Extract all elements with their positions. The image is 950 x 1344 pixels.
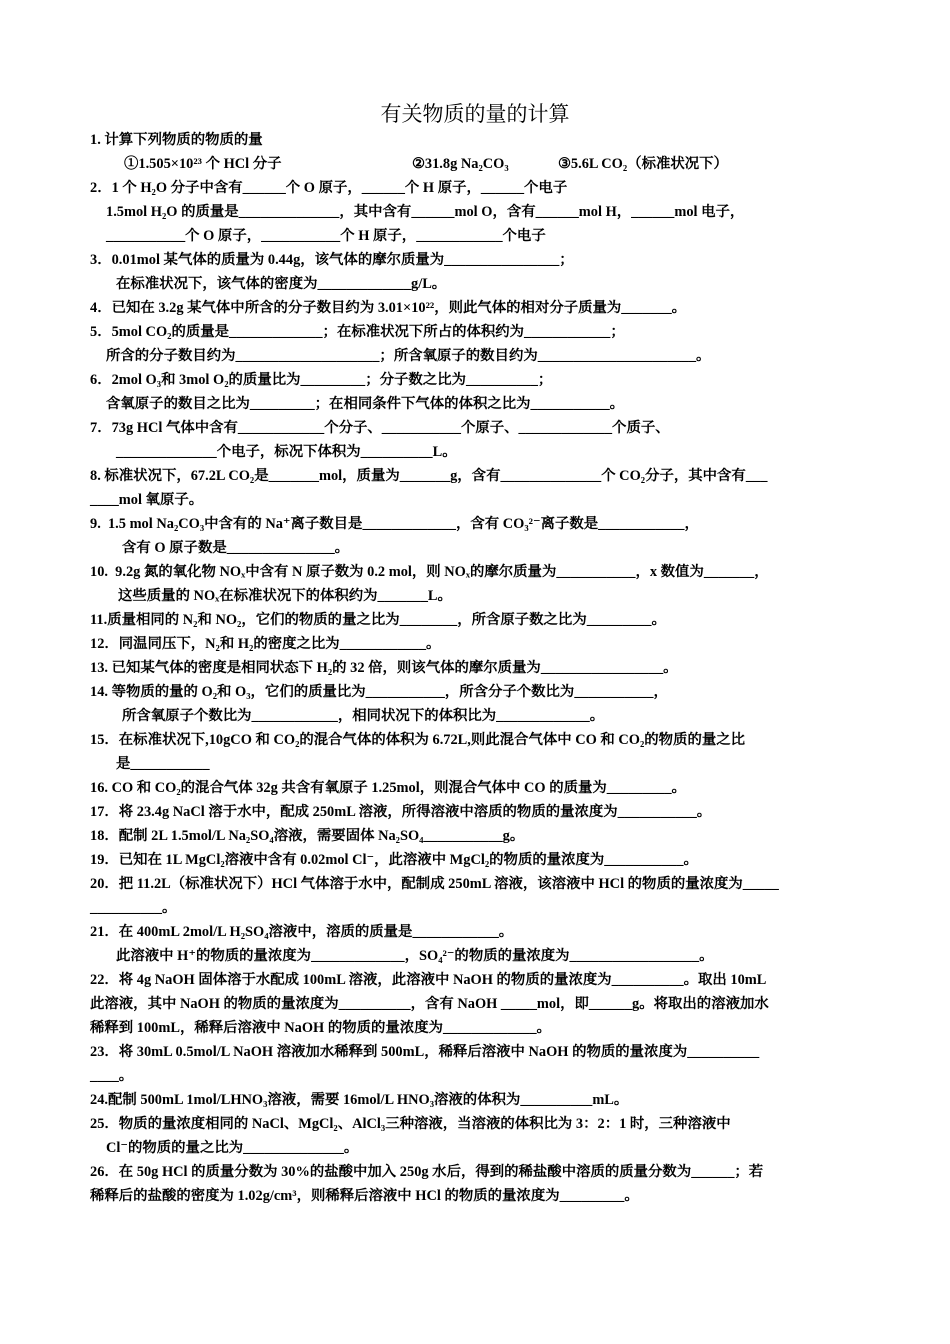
question-line: 此溶液，其中 NaOH 的物质的量浓度为__________，含有 NaOH _____mol，即______g。将取出的溶液加水	[90, 996, 769, 1012]
question-line: 25．物质的量浓度相同的 NaCl、MgCl₂、AlCl₃三种溶液，当溶液的体积比为 3：2：1 时，三种溶液中	[90, 1116, 731, 1132]
question-line: ______________个电子，标况下体积为__________L。	[116, 444, 457, 460]
question-line: 26．在 50g HCl 的质量分数为 30%的盐酸中加入 250g 水后，得到的稀盐酸中溶质的质量分数为______；若	[90, 1164, 764, 1180]
question-line: 21．在 400mL 2mol/L H₂SO₄溶液中，溶质的质量是____________。	[90, 924, 514, 940]
question-line: 22．将 4g NaOH 固体溶于水配成 100mL 溶液，此溶液中 NaOH 的物质的量浓度为__________。取出 10mL	[90, 972, 767, 988]
question-line: 6．2mol O₃和 3mol O₂的质量比为_________；分子数之比为__________；	[90, 372, 553, 388]
question-line: ③5.6L CO₂（标准状况下）	[558, 156, 728, 172]
question-line: 5．5mol CO₂的质量是_____________；在标准状况下所占的体积约为____________；	[90, 324, 625, 340]
question-line: 在标准状况下，该气体的密度为_____________g/L。	[116, 276, 447, 292]
question-line: 12．同温同压下，N₂和 H₂的密度之比为____________。	[90, 636, 441, 652]
question-line: ①1.505×10²³ 个 HCl 分子	[124, 156, 282, 172]
question-line: 所含氧原子个数比为____________，相同状况下的体积比为_____________。	[122, 708, 605, 724]
question-line: 9. 1.5 mol Na₂CO₃中含有的 Na⁺离子数目是_____________，含有 CO₃²⁻离子数是____________，	[90, 516, 699, 532]
question-line: 4．已知在 3.2g 某气体中所含的分子数目约为 3.01×10²²，则此气体的相对分子质量为_______。	[90, 300, 687, 316]
question-line: 15．在标准状况下,10gCO 和 CO₂的混合气体的体积为 6.72L,则此混合气体中 CO 和 CO₂的物质的量之比	[90, 732, 746, 748]
question-line: ____mol 氧原子。	[90, 492, 204, 508]
question-line: 14. 等物质的量的 O₂和 O₃，它们的质量比为___________，所含分子个数比为___________，	[90, 684, 668, 700]
question-line: 23．将 30mL 0.5mol/L NaOH 溶液加水稀释到 500mL，稀释后溶液中 NaOH 的物质的量浓度为__________	[90, 1044, 760, 1060]
question-line: 3．0.01mol 某气体的质量为 0.44g，该气体的摩尔质量为________________；	[90, 252, 574, 268]
question-line: 2．1 个 H₂O 分子中含有______个 O 原子，______个 H 原子，______个电子	[90, 180, 568, 196]
question-line: 24.配制 500mL 1mol/LHNO₃溶液，需要 16mol/L HNO₃溶液的体积为__________mL。	[90, 1092, 629, 1108]
question-line: 13. 已知某气体的密度是相同状态下 H₂的 32 倍，则该气体的摩尔质量为_________________。	[90, 660, 678, 676]
question-line: 所含的分子数目约为____________________；所含氧原子的数目约为______________________。	[106, 348, 711, 364]
question-line: 8. 标准状况下，67.2L CO₂是_______mol，质量为_______g，含有______________个 CO₂分子，其中含有___	[90, 468, 768, 484]
question-line: 1.5mol H₂O 的质量是______________，其中含有______mol O，含有______mol H，______mol 电子，	[106, 204, 745, 220]
question-line: ②31.8g Na₂CO₃	[412, 156, 509, 172]
question-line: ___________个 O 原子，___________个 H 原子，____________个电子	[106, 228, 546, 244]
question-line: 11.质量相同的 N₂和 NO₂，它们的物质的量之比为________，所含原子数之比为_________。	[90, 612, 666, 628]
question-line: 7．73g HCl 气体中含有____________个分子、___________个原子、_____________个质子、	[90, 420, 670, 436]
question-line: 20．把 11.2L（标准状况下）HCl 气体溶于水中，配制成 250mL 溶液，该溶液中 HCl 的物质的量浓度为_____	[90, 876, 779, 892]
question-line: 是___________	[116, 756, 210, 772]
question-line: 这些质量的 NOₓ在标准状况下的体积约为_______L。	[118, 588, 452, 604]
question-line: 含有 O 原子数是_______________。	[122, 540, 350, 556]
question-line: 10. 9.2g 氮的氧化物 NOₓ中含有 N 原子数为 0.2 mol，则 NOₓ的摩尔质量为___________，x 数值为_______，	[90, 564, 769, 580]
question-line: 稀释到 100mL，稀释后溶液中 NaOH 的物质的量浓度为_____________。	[90, 1020, 551, 1036]
question-line: Cl⁻的物质的量之比为______________。	[106, 1140, 359, 1156]
question-line: 此溶液中 H⁺的物质的量浓度为_____________，SO₄²⁻的物质的量浓度为__________________。	[116, 948, 714, 964]
page-title: 有关物质的量的计算	[380, 102, 570, 126]
question-line: 16. CO 和 CO₂的混合气体 32g 共含有氧原子 1.25mol，则混合气体中 CO 的质量为_________。	[90, 780, 686, 796]
question-line: 1. 计算下列物质的物质的量	[90, 132, 263, 148]
question-line: 含氧原子的数目之比为_________；在相同条件下气体的体积之比为___________。	[106, 396, 625, 412]
question-line: __________。	[90, 900, 177, 916]
question-line: 18．配制 2L 1.5mol/L Na₂SO₄溶液，需要固体 Na₂SO₄___________g。	[90, 828, 525, 844]
question-line: 稀释后的盐酸的密度为 1.02g/cm³，则稀释后溶液中 HCl 的物质的量浓度为_________。	[90, 1188, 639, 1204]
question-line: ____。	[90, 1068, 134, 1084]
question-line: 19．已知在 1L MgCl₂溶液中含有 0.02mol Cl⁻，此溶液中 MgCl₂的物质的量浓度为___________。	[90, 852, 698, 868]
question-line: 17．将 23.4g NaCl 溶于水中，配成 250mL 溶液，所得溶液中溶质的物质的量浓度为___________。	[90, 804, 712, 820]
